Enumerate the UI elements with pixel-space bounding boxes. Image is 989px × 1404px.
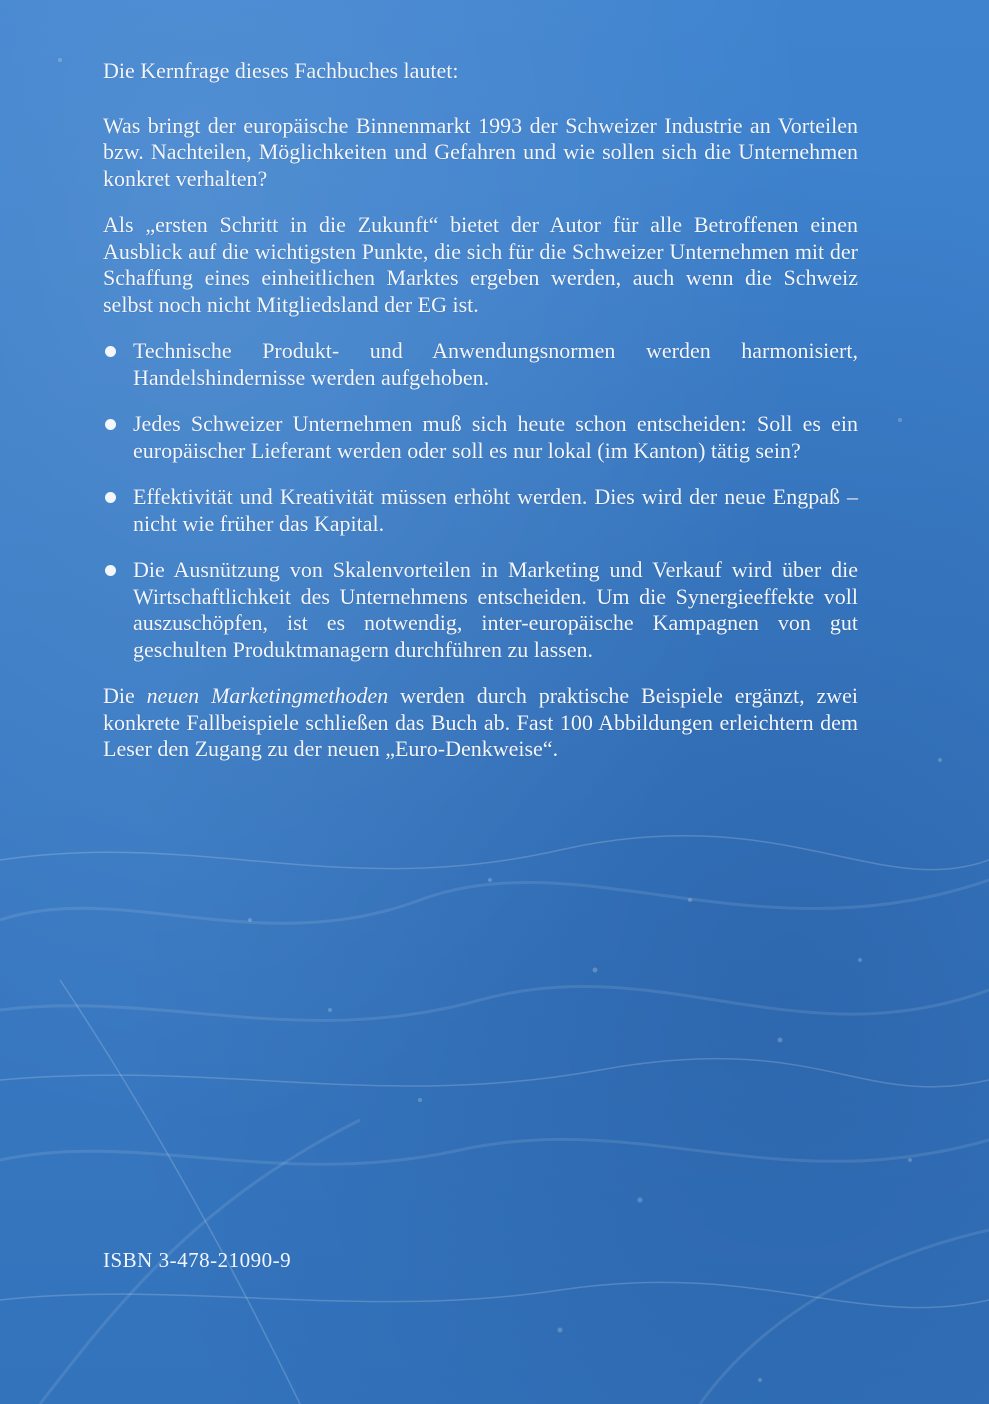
key-points-list (103, 338, 858, 663)
list-item (103, 411, 858, 464)
list-item-text: Technische Produkt- und Anwendungsnormen werden harmonisiert, Handelshindernisse werden aufgehoben. (133, 338, 858, 390)
core-question: Was bringt der europäische Binnenmarkt 1993 der Schweizer Industrie an Vorteilen bzw. Nachteilen, Möglichkeiten und Gefahren und wie sollen sich die Unternehmen konkret verhalten? (103, 112, 858, 191)
list-item-text: Jedes Schweizer Unternehmen muß sich heute schon entscheiden: Soll es ein europäischer Lieferant werden oder soll es nur lokal (im Kanton) tätig sein? (133, 411, 858, 463)
list-item-text: Effektivität und Kreativität müssen erhöht werden. Dies wird der neue Engpaß – nicht wie früher das Kapital. (133, 484, 858, 536)
closing-emphasis: neuen Marketingmethoden (146, 683, 389, 708)
closing-paragraph (103, 683, 858, 763)
bullet-icon (105, 492, 116, 503)
closing-prefix: Die (103, 683, 147, 708)
bullet-icon (105, 346, 116, 357)
bullet-icon (105, 419, 116, 430)
list-item (103, 338, 858, 391)
closing-suffix: werden durch praktische Beispiele ergänzt, zwei konkrete Fallbeispiele schließen das Buch ab. Fast 100 Abbildungen erleichtern dem Leser den Zugang zu der neuen „Euro-Denkweise“. (103, 683, 859, 761)
list-item (103, 557, 858, 663)
list-item-text: Die Ausnützung von Skalenvorteilen in Marketing und Verkauf wird über die Wirtschaftlichkeit des Unternehmens entscheiden. Um die Synergieeffekte voll auszuschöpfen, ist es notwendig, inter-europäische Kampagnen von gut geschulten Produktmanagern durchführen zu lassen. (133, 557, 858, 662)
isbn-number: ISBN 3-478-21090-9 (103, 1248, 292, 1272)
list-item (103, 484, 858, 537)
bullet-icon (105, 565, 116, 576)
blurb-text (103, 58, 858, 783)
outlook-paragraph: Als „ersten Schritt in die Zukunft“ bietet der Autor für alle Betroffenen einen Ausblick auf die wichtigsten Punkte, die sich für die Schweizer Unternehmen mit der Schaffung eines einheitlichen Marktes ergeben werden, auch wenn die Schweiz selbst noch nicht Mitgliedsland der EG ist. (103, 212, 858, 317)
intro-line: Die Kernfrage dieses Fachbuches lautet: (103, 58, 459, 83)
